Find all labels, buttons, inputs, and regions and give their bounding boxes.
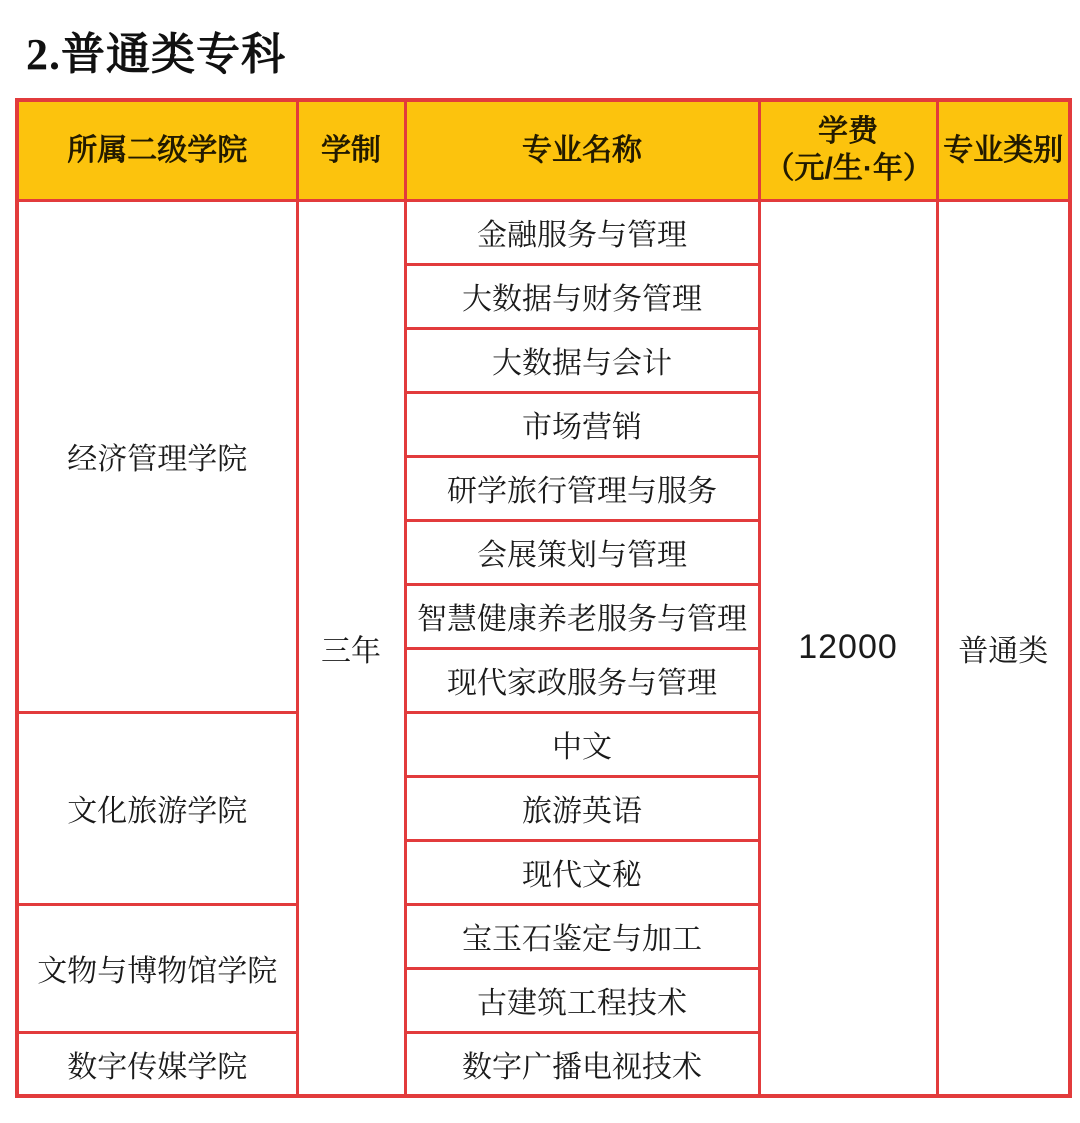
college-cell: 文化旅游学院 <box>17 712 297 904</box>
page-title: 2.普通类专科 <box>26 30 286 79</box>
college-cell: 文物与博物馆学院 <box>17 904 297 1032</box>
category-cell: 普通类 <box>937 200 1070 1096</box>
duration-cell: 三年 <box>297 200 405 1096</box>
major-cell: 现代家政服务与管理 <box>405 648 759 712</box>
major-cell: 现代文秘 <box>405 840 759 904</box>
tuition-cell: 12000 <box>759 200 937 1096</box>
header-category: 专业类别 <box>937 100 1070 200</box>
table-row <box>17 200 1070 264</box>
major-cell: 金融服务与管理 <box>405 200 759 264</box>
major-cell: 大数据与财务管理 <box>405 264 759 328</box>
header-college: 所属二级学院 <box>17 100 297 200</box>
major-cell: 智慧健康养老服务与管理 <box>405 584 759 648</box>
major-cell: 古建筑工程技术 <box>405 968 759 1032</box>
header-duration: 学制 <box>297 100 405 200</box>
major-cell: 研学旅行管理与服务 <box>405 456 759 520</box>
tuition-table <box>15 98 1072 1098</box>
major-cell: 宝玉石鉴定与加工 <box>405 904 759 968</box>
header-tuition-line1: 学费 <box>818 114 878 148</box>
major-cell: 大数据与会计 <box>405 328 759 392</box>
header-major: 专业名称 <box>405 100 759 200</box>
major-cell: 会展策划与管理 <box>405 520 759 584</box>
college-cell: 数字传媒学院 <box>17 1032 297 1096</box>
major-cell: 数字广播电视技术 <box>405 1032 759 1096</box>
major-cell: 中文 <box>405 712 759 776</box>
major-cell: 旅游英语 <box>405 776 759 840</box>
header-tuition-line2: （元/生·年） <box>764 152 933 186</box>
page <box>0 18 1080 1123</box>
header-row <box>17 100 1070 200</box>
college-cell: 经济管理学院 <box>17 200 297 712</box>
header-tuition <box>759 100 937 200</box>
major-cell: 市场营销 <box>405 392 759 456</box>
